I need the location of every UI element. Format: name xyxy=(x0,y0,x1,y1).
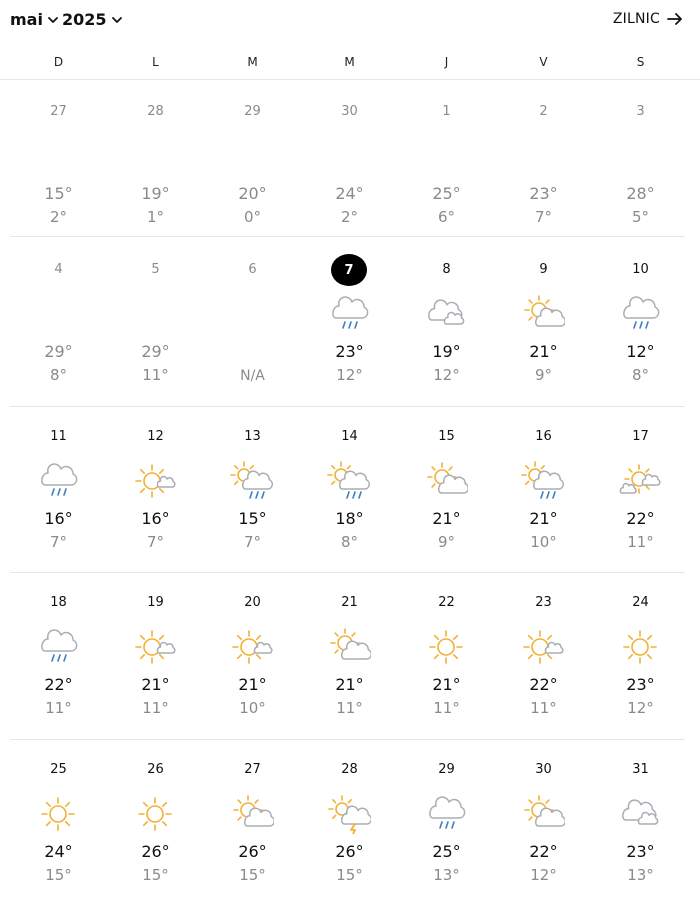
chevron-down-icon xyxy=(46,13,60,27)
high-temp: 24° xyxy=(44,842,73,861)
day-number: 13 xyxy=(244,429,261,444)
day-number: 2 xyxy=(539,104,548,119)
high-temp: 15° xyxy=(238,509,267,528)
low-temp: 5° xyxy=(631,208,650,226)
partly-cloudy-icon xyxy=(327,627,371,667)
high-temp: 21° xyxy=(432,675,461,694)
low-temp: 2° xyxy=(340,208,359,226)
sunny-icon xyxy=(133,794,177,834)
day-cell[interactable] xyxy=(495,407,592,567)
day-number: 11 xyxy=(50,429,67,444)
day-number: 31 xyxy=(632,762,649,777)
day-number: 14 xyxy=(341,429,358,444)
today-badge: 7 xyxy=(331,254,367,286)
high-temp: 23° xyxy=(626,675,655,694)
high-temp: 21° xyxy=(141,675,170,694)
sun-thunder-cloud-icon xyxy=(327,794,371,834)
partly-cloudy-icon xyxy=(424,461,468,501)
cloudy-icon xyxy=(618,794,662,834)
high-temp: 26° xyxy=(141,842,170,861)
day-number: 5 xyxy=(151,262,160,277)
partly-cloudy-icon xyxy=(521,294,565,334)
high-temp: 22° xyxy=(44,675,73,694)
day-cell[interactable] xyxy=(107,82,204,242)
weekday-label: M xyxy=(247,55,258,69)
cloudy-icon xyxy=(424,294,468,334)
high-temp: 21° xyxy=(238,675,267,694)
low-temp: 12° xyxy=(433,366,460,384)
rain-cloud-icon xyxy=(618,294,662,334)
day-cell[interactable] xyxy=(204,740,301,900)
low-temp: 11° xyxy=(530,699,557,717)
day-number: 3 xyxy=(636,104,645,119)
low-temp: 15° xyxy=(336,866,363,884)
day-cell[interactable] xyxy=(10,573,107,733)
high-temp: 19° xyxy=(141,184,170,203)
day-cell[interactable] xyxy=(204,240,301,400)
day-cell[interactable] xyxy=(301,573,398,733)
sunny-icon xyxy=(424,627,468,667)
day-cell[interactable] xyxy=(301,82,398,242)
weekday-header-row xyxy=(0,48,700,80)
rain-cloud-icon xyxy=(327,294,371,334)
high-temp: 20° xyxy=(238,184,267,203)
high-temp: 15° xyxy=(44,184,73,203)
week-row xyxy=(10,573,685,740)
day-number: 25 xyxy=(50,762,67,777)
low-temp: 1° xyxy=(146,208,165,226)
high-temp: 18° xyxy=(335,509,364,528)
low-temp: 11° xyxy=(627,533,654,551)
day-number: 18 xyxy=(50,595,67,610)
week-row xyxy=(10,407,685,573)
sun-rain-cloud-icon xyxy=(230,461,274,501)
day-number: 1 xyxy=(442,104,451,119)
day-cell[interactable] xyxy=(592,740,689,900)
rain-cloud-icon xyxy=(424,794,468,834)
low-temp: 13° xyxy=(627,866,654,884)
high-temp: 12° xyxy=(626,342,655,361)
day-cell[interactable] xyxy=(301,740,398,900)
day-cell[interactable] xyxy=(107,240,204,400)
weekday-label: V xyxy=(539,55,548,69)
chevron-down-icon xyxy=(110,13,124,27)
high-temp: 21° xyxy=(529,509,558,528)
day-number: 9 xyxy=(539,262,548,277)
day-number: 10 xyxy=(632,262,649,277)
daily-view-link[interactable] xyxy=(613,11,684,27)
day-number: 20 xyxy=(244,595,261,610)
low-temp: 12° xyxy=(336,366,363,384)
day-cell[interactable] xyxy=(495,240,592,400)
day-cell[interactable] xyxy=(107,740,204,900)
low-temp: 11° xyxy=(433,699,460,717)
high-temp: 25° xyxy=(432,842,461,861)
high-temp: 22° xyxy=(626,509,655,528)
high-temp: 28° xyxy=(626,184,655,203)
day-number: 8 xyxy=(442,262,451,277)
low-temp: 15° xyxy=(142,866,169,884)
year-selector[interactable] xyxy=(62,10,124,29)
rain-cloud-icon xyxy=(36,627,80,667)
day-cell[interactable] xyxy=(10,407,107,567)
day-number: 15 xyxy=(438,429,455,444)
day-number: 19 xyxy=(147,595,164,610)
day-cell[interactable] xyxy=(495,82,592,242)
not-available-label: N/A xyxy=(240,368,265,384)
low-temp: 10° xyxy=(530,533,557,551)
high-temp: 23° xyxy=(529,184,558,203)
low-temp: 15° xyxy=(45,866,72,884)
day-cell[interactable] xyxy=(301,240,398,400)
day-number: 24 xyxy=(632,595,649,610)
high-temp: 26° xyxy=(238,842,267,861)
high-temp: 16° xyxy=(141,509,170,528)
low-temp: 10° xyxy=(239,699,266,717)
low-temp: 9° xyxy=(437,533,456,551)
arrow-right-icon xyxy=(666,11,684,27)
day-cell[interactable] xyxy=(398,573,495,733)
day-number: 17 xyxy=(632,429,649,444)
day-cell[interactable] xyxy=(204,407,301,567)
day-number: 6 xyxy=(248,262,257,277)
sun-small-cloud-icon xyxy=(133,627,177,667)
low-temp: 11° xyxy=(336,699,363,717)
low-temp: 12° xyxy=(530,866,557,884)
day-cell[interactable] xyxy=(10,740,107,900)
high-temp: 29° xyxy=(44,342,73,361)
partly-cloudy-icon xyxy=(230,794,274,834)
day-cell[interactable] xyxy=(10,82,107,242)
day-cell[interactable] xyxy=(107,407,204,567)
day-number: 22 xyxy=(438,595,455,610)
weekday-label: L xyxy=(152,55,159,69)
sunny-icon xyxy=(36,794,80,834)
month-label: mai xyxy=(10,10,43,29)
day-number: 21 xyxy=(341,595,358,610)
low-temp: 8° xyxy=(49,366,68,384)
low-temp: 11° xyxy=(142,699,169,717)
sun-small-cloud-icon xyxy=(133,461,177,501)
sun-small-cloud-icon xyxy=(230,627,274,667)
low-temp: 12° xyxy=(627,699,654,717)
sun-rain-cloud-icon xyxy=(521,461,565,501)
low-temp: 7° xyxy=(146,533,165,551)
high-temp: 21° xyxy=(529,342,558,361)
day-cell[interactable] xyxy=(204,82,301,242)
sun-small-cloud-icon xyxy=(521,627,565,667)
high-temp: 22° xyxy=(529,842,558,861)
day-cell[interactable] xyxy=(592,573,689,733)
partly-cloudy-icon xyxy=(521,794,565,834)
day-number: 28 xyxy=(147,104,164,119)
year-label: 2025 xyxy=(62,10,107,29)
high-temp: 23° xyxy=(335,342,364,361)
day-number: 28 xyxy=(341,762,358,777)
day-number: 26 xyxy=(147,762,164,777)
day-number: 30 xyxy=(341,104,358,119)
high-temp: 22° xyxy=(529,675,558,694)
day-cell[interactable] xyxy=(495,740,592,900)
weekday-label: M xyxy=(344,55,355,69)
month-selector[interactable] xyxy=(10,10,60,29)
low-temp: 7° xyxy=(49,533,68,551)
high-temp: 24° xyxy=(335,184,364,203)
day-number: 30 xyxy=(535,762,552,777)
high-temp: 16° xyxy=(44,509,73,528)
week-row xyxy=(10,740,685,900)
day-cell[interactable] xyxy=(495,573,592,733)
day-cell[interactable] xyxy=(10,240,107,400)
low-temp: 8° xyxy=(631,366,650,384)
low-temp: 11° xyxy=(142,366,169,384)
day-cell[interactable] xyxy=(398,407,495,567)
high-temp: 26° xyxy=(335,842,364,861)
low-temp: 9° xyxy=(534,366,553,384)
day-number: 27 xyxy=(244,762,261,777)
day-number: 16 xyxy=(535,429,552,444)
low-temp: 8° xyxy=(340,533,359,551)
sun-rain-cloud-icon xyxy=(327,461,371,501)
day-cell[interactable] xyxy=(398,240,495,400)
sunny-icon xyxy=(618,627,662,667)
high-temp: 21° xyxy=(335,675,364,694)
high-temp: 25° xyxy=(432,184,461,203)
day-number: 29 xyxy=(438,762,455,777)
day-cell[interactable] xyxy=(301,407,398,567)
weekday-label: S xyxy=(636,55,645,69)
weekday-label: D xyxy=(53,55,64,69)
low-temp: 2° xyxy=(49,208,68,226)
rain-cloud-icon xyxy=(36,461,80,501)
high-temp: 19° xyxy=(432,342,461,361)
low-temp: 11° xyxy=(45,699,72,717)
high-temp: 23° xyxy=(626,842,655,861)
week-row xyxy=(10,240,685,407)
day-number: 27 xyxy=(50,104,67,119)
day-number: 12 xyxy=(147,429,164,444)
day-cell[interactable] xyxy=(592,407,689,567)
day-cell[interactable] xyxy=(592,82,689,242)
low-temp: 0° xyxy=(243,208,262,226)
high-temp: 21° xyxy=(432,509,461,528)
day-cell[interactable] xyxy=(107,573,204,733)
low-temp: 15° xyxy=(239,866,266,884)
low-temp: 6° xyxy=(437,208,456,226)
weekday-label: J xyxy=(444,55,449,69)
day-number: 29 xyxy=(244,104,261,119)
day-cell[interactable] xyxy=(204,573,301,733)
day-cell[interactable] xyxy=(398,82,495,242)
day-cell[interactable] xyxy=(592,240,689,400)
daily-view-label: ZILNIC xyxy=(612,11,660,27)
sun-two-clouds-icon xyxy=(618,461,662,501)
day-cell[interactable] xyxy=(398,740,495,900)
day-number: 4 xyxy=(54,262,63,277)
low-temp: 7° xyxy=(243,533,262,551)
low-temp: 7° xyxy=(534,208,553,226)
day-number: 23 xyxy=(535,595,552,610)
high-temp: 29° xyxy=(141,342,170,361)
week-row xyxy=(10,82,685,237)
low-temp: 13° xyxy=(433,866,460,884)
calendar-header xyxy=(0,0,700,44)
